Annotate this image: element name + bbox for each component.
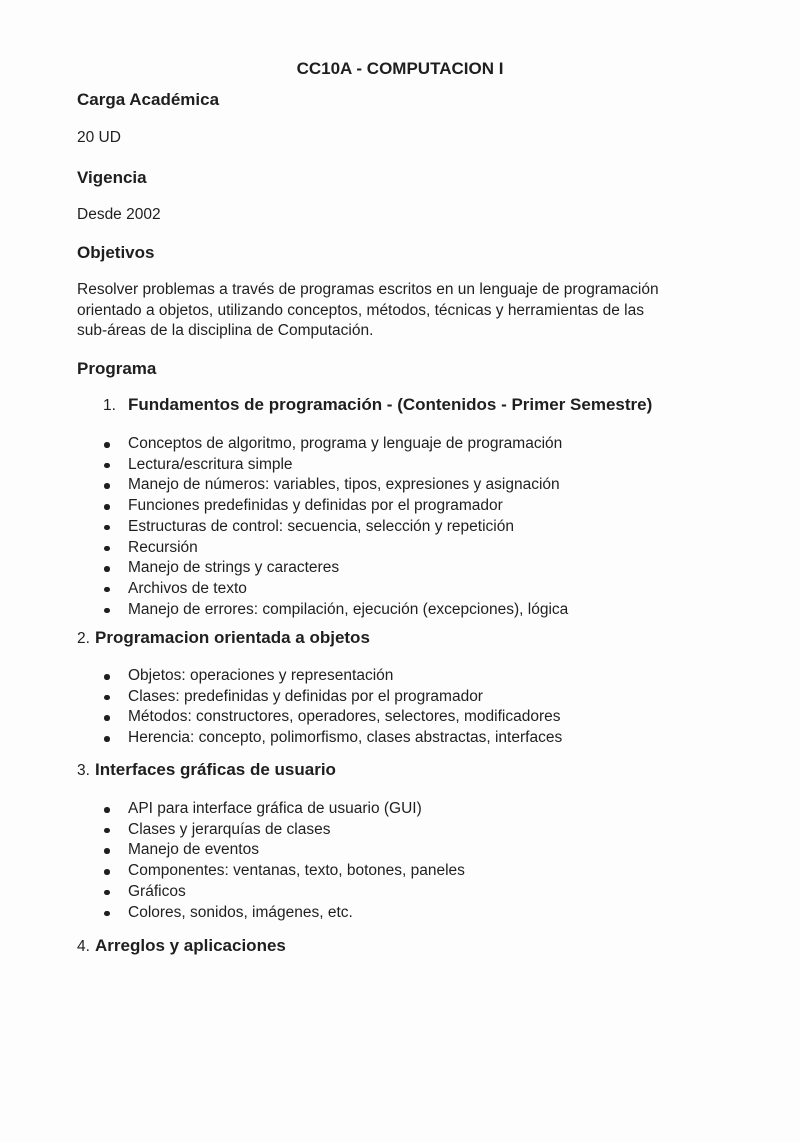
list-item: API para interface gráfica de usuario (GUI): [77, 799, 465, 820]
section-1-title: Fundamentos de programación - (Contenidos - Primer Semestre): [128, 395, 653, 414]
programa-heading: Programa: [77, 359, 157, 378]
carga-academica-value: 20 UD: [77, 129, 121, 146]
vigencia-heading: Vigencia: [77, 168, 147, 187]
list-item: Manejo de números: variables, tipos, expresiones y asignación: [77, 475, 568, 496]
programa-section-3-items: [77, 799, 465, 923]
list-item: Funciones predefinidas y definidas por el programador: [77, 496, 568, 517]
list-item: Manejo de strings y caracteres: [77, 558, 568, 579]
list-item: Métodos: constructores, operadores, selectores, modificadores: [77, 707, 562, 728]
section-4-title: Arreglos y aplicaciones: [95, 936, 286, 955]
section-2-title: Programacion orientada a objetos: [95, 628, 370, 647]
objetivos-line-1: Resolver problemas a través de programas escritos en un lenguaje de programación: [77, 281, 659, 298]
list-item: Herencia: concepto, polimorfismo, clases abstractas, interfaces: [77, 728, 562, 749]
list-item: Componentes: ventanas, texto, botones, paneles: [77, 861, 465, 882]
list-item: Manejo de eventos: [77, 840, 465, 861]
objetivos-line-3: sub-áreas de la disciplina de Computación.: [77, 322, 374, 340]
list-item: Colores, sonidos, imágenes, etc.: [77, 903, 465, 924]
list-item: Clases y jerarquías de clases: [77, 820, 465, 841]
list-item: Objetos: operaciones y representación: [77, 666, 562, 687]
list-item: Estructuras de control: secuencia, selección y repetición: [77, 517, 568, 538]
programa-section-2-items: [77, 666, 562, 749]
section-4-number: 4.: [77, 938, 90, 955]
list-item: Lectura/escritura simple: [77, 455, 568, 476]
list-item: Clases: predefinidas y definidas por el programador: [77, 687, 562, 708]
section-3-number: 3.: [77, 762, 90, 779]
programa-section-4-heading: [77, 936, 286, 958]
section-1-number: 1.: [103, 397, 116, 414]
objetivos-paragraph: [77, 280, 659, 342]
list-item: Recursión: [77, 538, 568, 559]
section-3-title: Interfaces gráficas de usuario: [95, 760, 336, 779]
programa-section-2-heading: [77, 628, 370, 650]
list-item: Manejo de errores: compilación, ejecución (excepciones), lógica: [77, 600, 568, 621]
programa-section-1-heading: [103, 395, 652, 417]
vigencia-value: Desde 2002: [77, 206, 161, 223]
programa-section-1-items: [77, 434, 568, 620]
objetivos-line-2: orientado a objetos, utilizando conceptos, métodos, técnicas y herramientas de las: [77, 301, 644, 319]
list-item: Conceptos de algoritmo, programa y lenguaje de programación: [77, 434, 568, 455]
objetivos-heading: Objetivos: [77, 243, 155, 262]
programa-section-3-heading: [77, 760, 336, 782]
page-title: CC10A - COMPUTACION I: [296, 59, 504, 78]
carga-academica-heading: Carga Académica: [77, 90, 220, 109]
list-item: Archivos de texto: [77, 579, 568, 600]
section-2-number: 2.: [77, 630, 90, 647]
list-item: Gráficos: [77, 882, 465, 903]
